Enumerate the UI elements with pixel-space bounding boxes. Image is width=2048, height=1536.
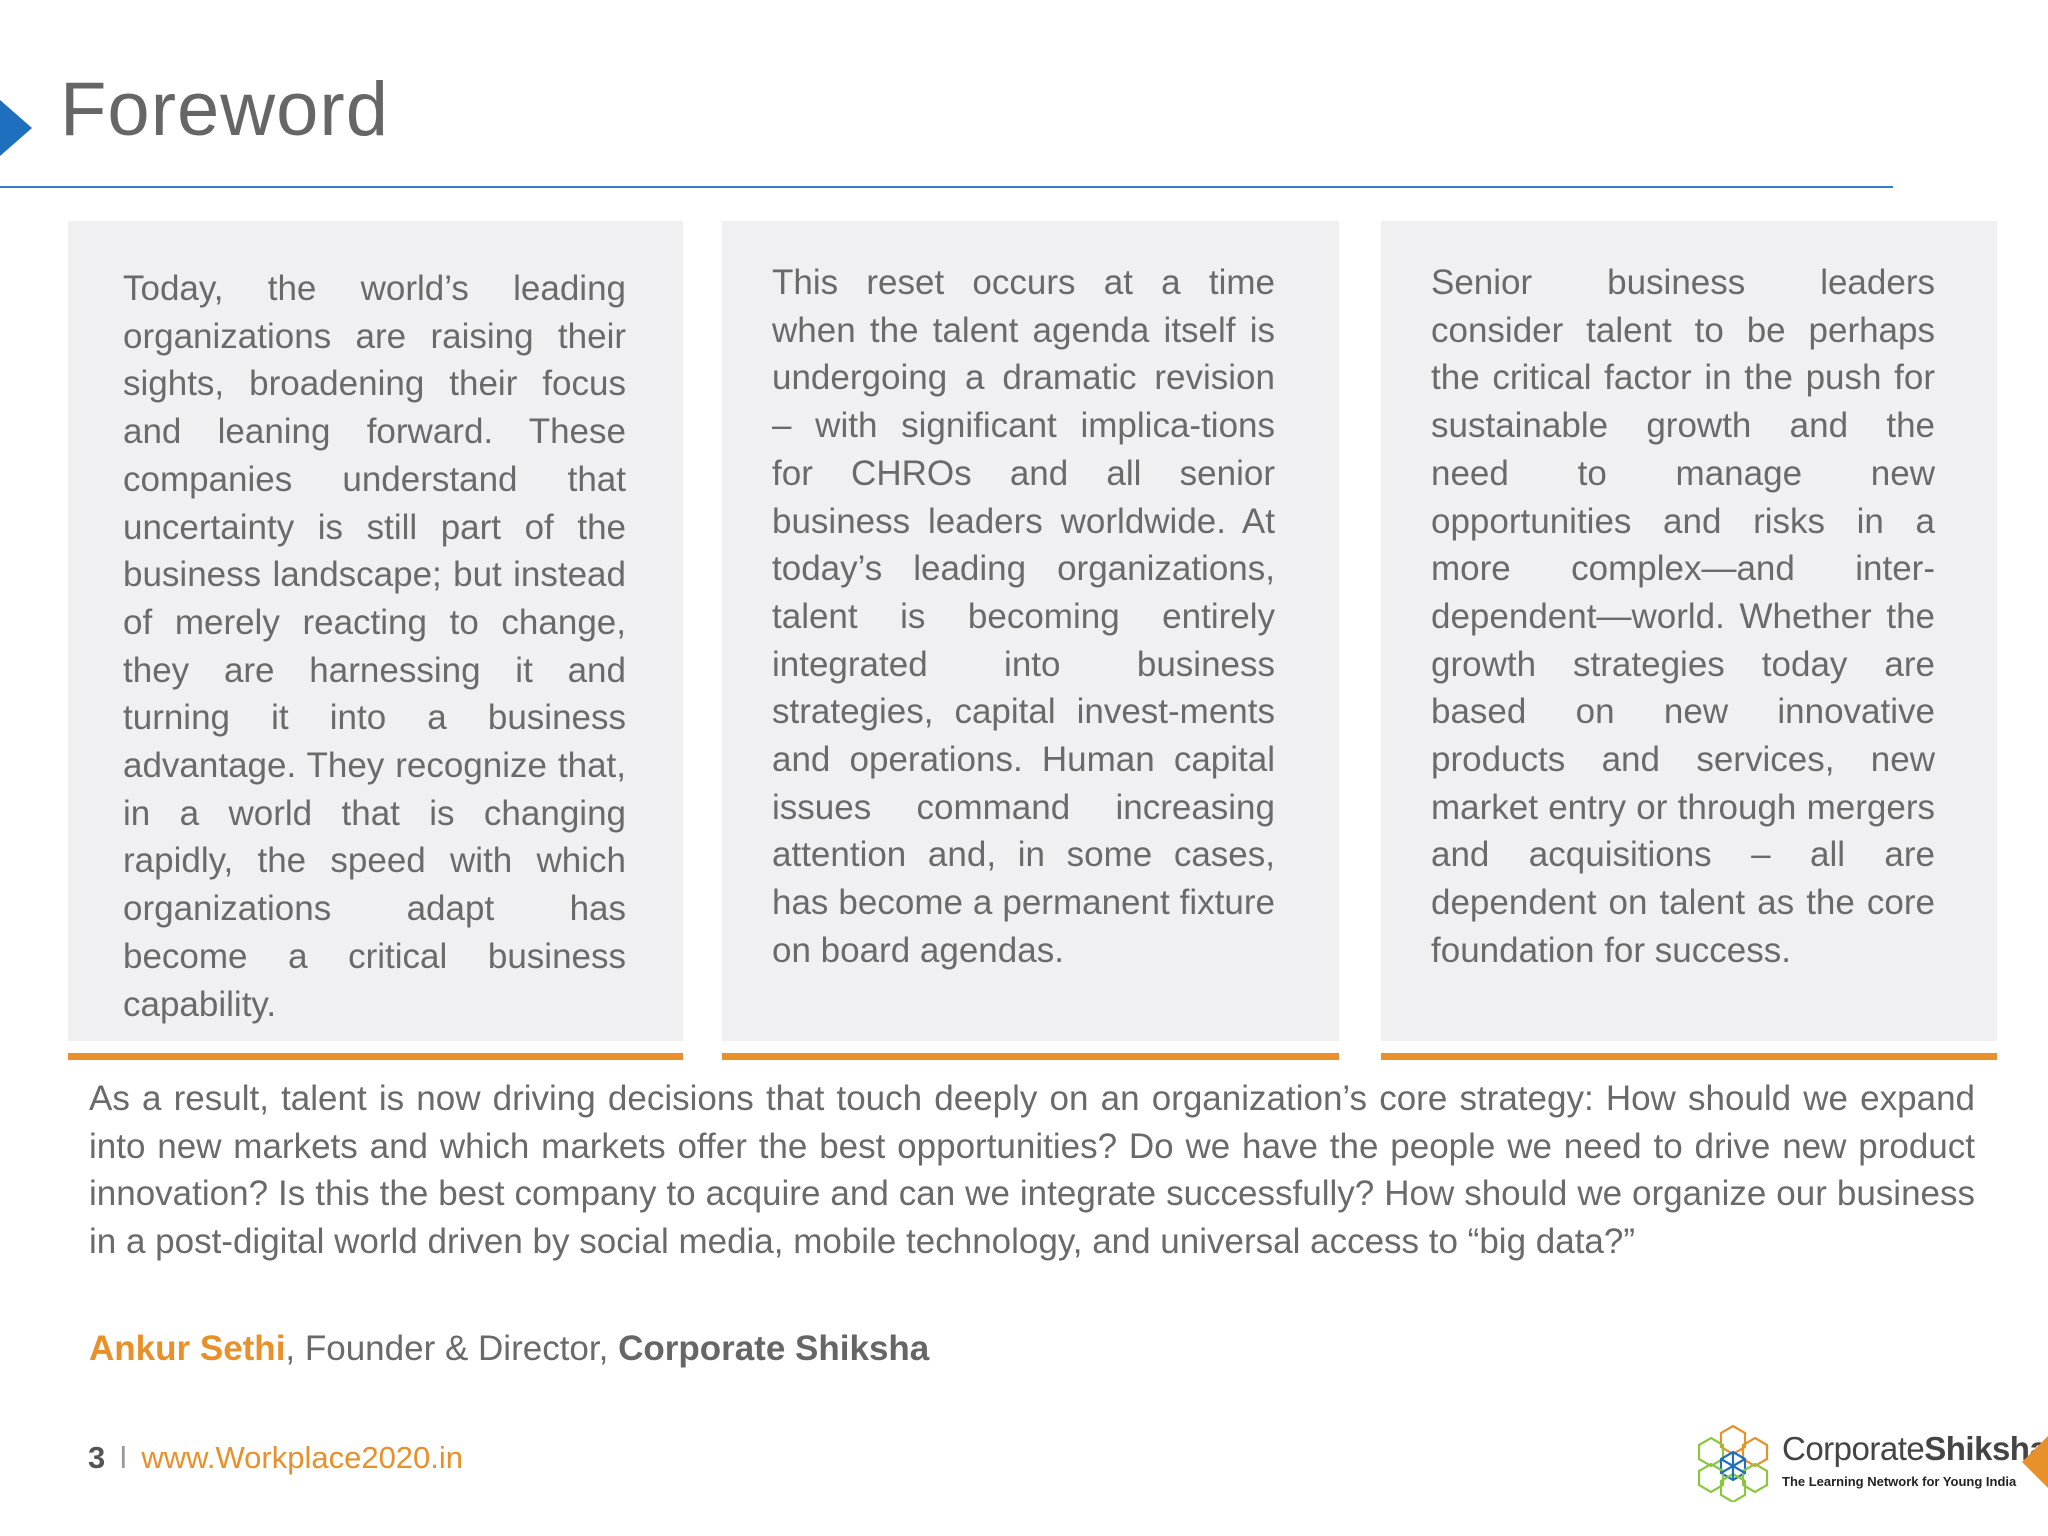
column-1-underline (68, 1053, 683, 1060)
title-divider (0, 186, 1893, 188)
signature (89, 1325, 929, 1372)
hexagon-network-logo-icon (1690, 1422, 1776, 1502)
page-number: 3 (88, 1440, 106, 1475)
logo-tagline: The Learning Network for Young India (1782, 1474, 2017, 1489)
title-arrow-icon (0, 100, 32, 156)
logo-name-bold: Shiksha (1924, 1430, 2048, 1467)
signature-organization: Corporate Shiksha (618, 1329, 930, 1368)
column-3-underline (1381, 1053, 1997, 1060)
page-footer (88, 1438, 463, 1478)
column-1 (68, 221, 683, 1041)
column-1-text: Today, the world’s leading organizations are raising their sights, broadening their focus and leaning forward. These companies understand that uncertainty is still part of the business landscape; but instead of merely reacting to change, they are harnessing it and turning it into a business advantage. They recognize that, in a world that is changing rapidly, the speed with which organizations adapt has become a critical business capability. (123, 269, 626, 1024)
footer-link[interactable]: www.Workplace2020.in (141, 1440, 464, 1475)
page-title: Foreword (60, 67, 389, 152)
logo-name-regular: Corporate (1782, 1430, 1925, 1467)
corporate-shiksha-logo (1690, 1422, 2048, 1502)
column-2-text: This reset occurs at a time when the talent agenda itself is undergoing a dramatic revision – with significant implica-tions for CHROs and all senior business leaders worldwide. At today’s leading organizations, talent is becoming entirely integrated into business strategies, capital invest-ments and operations. Human capital issues command increasing attention and, in some cases, has become a permanent fixture on board agendas. (772, 263, 1275, 970)
signature-role: , Founder & Director, (285, 1329, 619, 1368)
column-3-text: Senior business leaders consider talent to be perhaps the critical factor in the push for sustainable growth and the need to manage new opportunities and risks in a more complex—and inter-dependent—world. Whether the growth strategies today are based on new innovative products and services, new market entry or through mergers and acquisitions – all are dependent on talent as the core foundation for success. (1431, 263, 1935, 970)
next-page-arrow-icon (2022, 1436, 2048, 1488)
column-3 (1381, 221, 1997, 1041)
logo-wordmark (1782, 1430, 2047, 1468)
signature-name: Ankur Sethi (89, 1329, 286, 1368)
column-2-underline (722, 1053, 1339, 1060)
column-2 (722, 221, 1339, 1041)
footer-separator: l (119, 1440, 127, 1475)
closing-paragraph: As a result, talent is now driving decisions that touch deeply on an organization’s core strategy: How should we expand into new markets and which markets offer the best opportunities? Do we have the people we need to drive new product innovation? Is this the best company to acquire and can we integrate successfully? How should we organize our business in a post-digital world driven by social media, mobile technology, and universal access to “big data?” (89, 1079, 1975, 1262)
